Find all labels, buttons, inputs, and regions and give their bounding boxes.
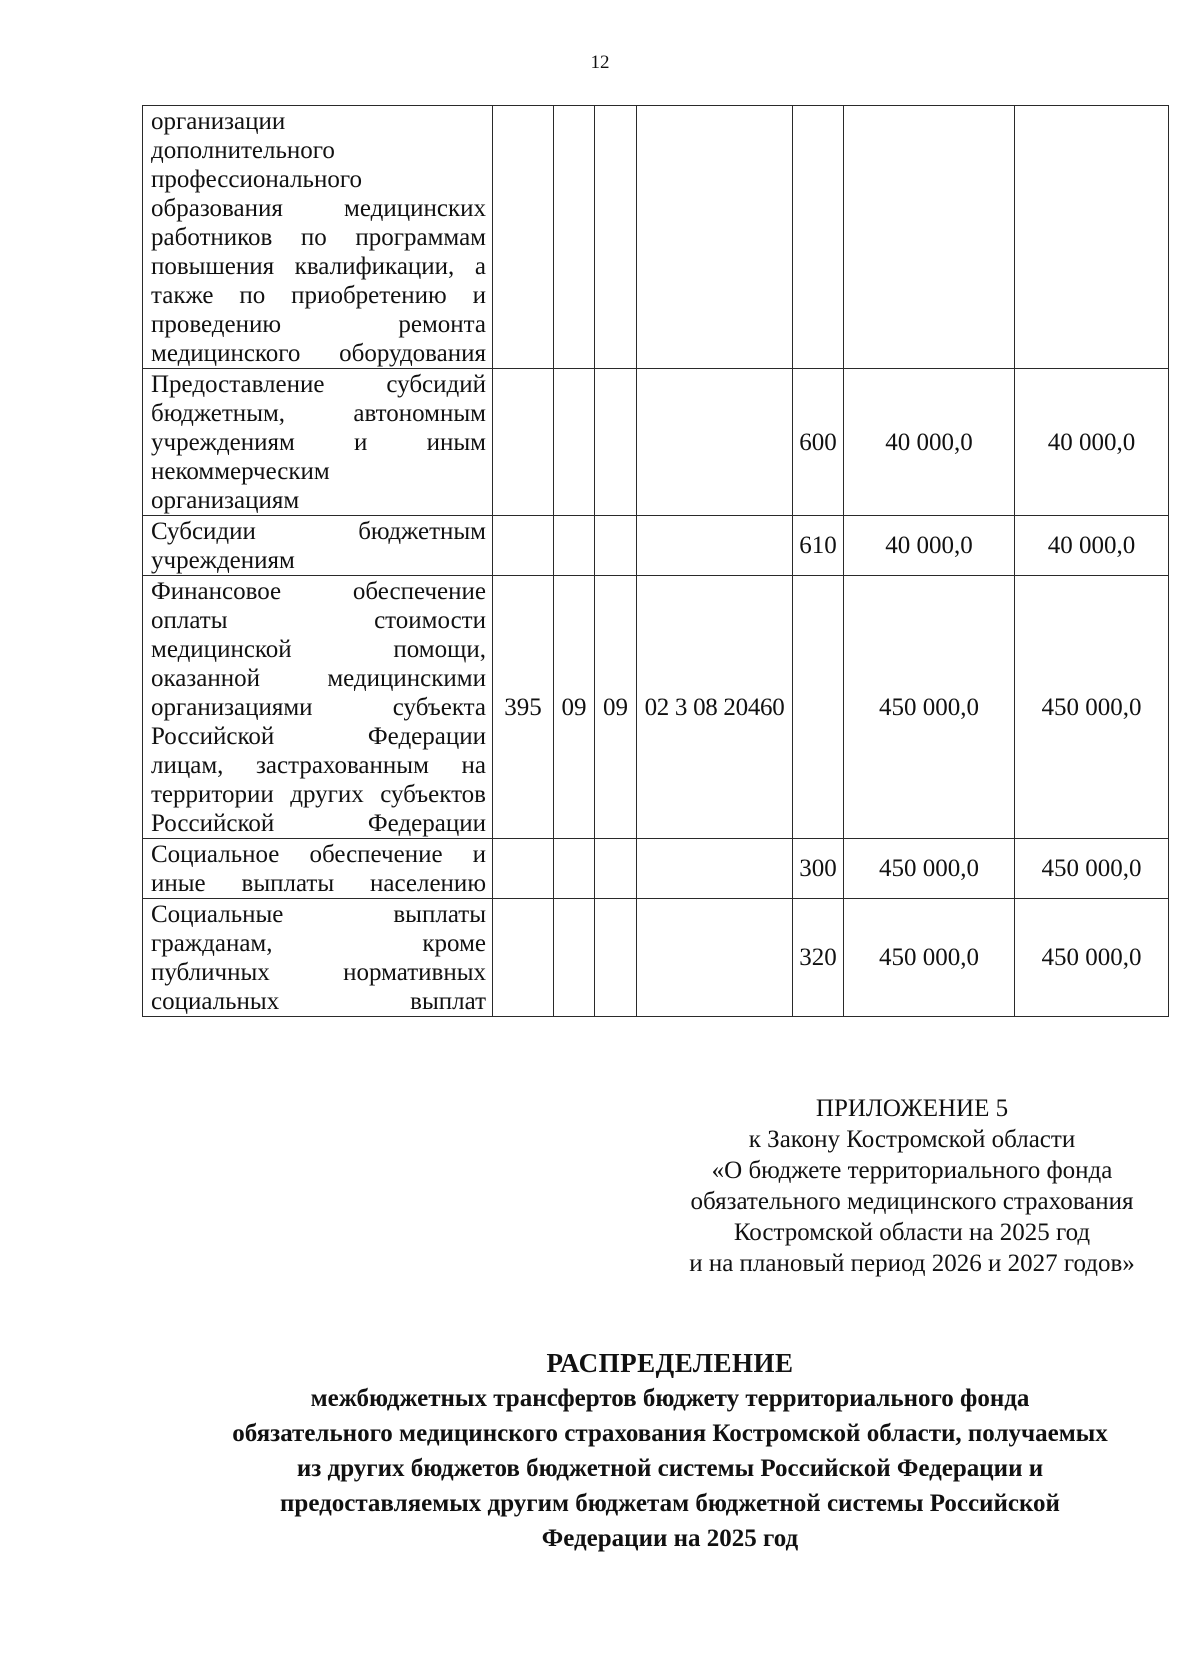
sum-2027-cell: 450 000,0 xyxy=(1015,576,1169,839)
description-line: оплаты стоимости xyxy=(151,607,486,634)
description-line: Субсидии бюджетным xyxy=(151,518,486,545)
vr-cell: 300 xyxy=(793,839,844,899)
sum-2026-cell: 450 000,0 xyxy=(844,576,1015,839)
row-description xyxy=(143,106,493,369)
csr-cell xyxy=(637,369,793,516)
description-line: повышения квалификации, а xyxy=(151,253,486,280)
description-line: работников по программам xyxy=(151,224,486,251)
pr-cell xyxy=(595,369,637,516)
csr-cell xyxy=(637,516,793,576)
table-row xyxy=(143,516,1169,576)
ved-cell xyxy=(493,839,554,899)
appendix-line: к Закону Костромской области xyxy=(748,1126,1076,1153)
description-line: Социальное обеспечение и xyxy=(151,841,486,868)
heading-line: предоставляемых другим бюджетам бюджетной системы Российской xyxy=(280,1490,1060,1517)
description-line: медицинской помощи, xyxy=(151,636,486,663)
document-heading xyxy=(140,1346,1200,1556)
pr-cell xyxy=(595,106,637,369)
row-description xyxy=(143,369,493,516)
vr-cell: 600 xyxy=(793,369,844,516)
description-line: оказанной медицинскими xyxy=(151,665,486,692)
pr-cell xyxy=(595,899,637,1017)
ved-cell xyxy=(493,369,554,516)
description-line: организациями субъекта xyxy=(151,694,486,721)
csr-cell xyxy=(637,899,793,1017)
description-line: лицам, застрахованным на xyxy=(151,752,486,779)
ved-cell xyxy=(493,899,554,1017)
rz-cell xyxy=(554,899,595,1017)
budget-table-body xyxy=(143,106,1169,1017)
csr-cell: 02 3 08 20460 xyxy=(637,576,793,839)
sum-2026-cell: 40 000,0 xyxy=(844,516,1015,576)
sum-2026-cell: 450 000,0 xyxy=(844,839,1015,899)
rz-cell xyxy=(554,839,595,899)
description-line: Предоставление субсидий xyxy=(151,371,486,398)
row-description xyxy=(143,516,493,576)
description-line: Российской Федерации xyxy=(151,810,486,837)
table-row xyxy=(143,369,1169,516)
description-line: гражданам, кроме xyxy=(151,930,486,957)
description-line: медицинского оборудования xyxy=(151,340,486,367)
vr-cell: 320 xyxy=(793,899,844,1017)
vr-cell xyxy=(793,106,844,369)
pr-cell xyxy=(595,839,637,899)
row-description xyxy=(143,899,493,1017)
appendix-line: «О бюджете территориального фонда xyxy=(711,1157,1113,1184)
description-line: некоммерческим xyxy=(151,458,330,485)
description-line: публичных нормативных xyxy=(151,959,486,986)
appendix-block xyxy=(632,1093,1192,1279)
pr-cell xyxy=(595,516,637,576)
rz-cell xyxy=(554,106,595,369)
description-line: бюджетным, автономным xyxy=(151,400,486,427)
description-line: образования медицинских xyxy=(151,195,486,222)
description-line: также по приобретению и xyxy=(151,282,486,309)
table-row xyxy=(143,839,1169,899)
appendix-line: обязательного медицинского страхования xyxy=(690,1188,1134,1215)
sum-2027-cell: 40 000,0 xyxy=(1015,516,1169,576)
description-line: территории других субъектов xyxy=(151,781,486,808)
description-line: учреждениям xyxy=(151,547,295,574)
csr-cell xyxy=(637,106,793,369)
description-line: Финансовое обеспечение xyxy=(151,578,486,605)
row-description xyxy=(143,839,493,899)
description-line: проведению ремонта xyxy=(151,311,486,338)
description-line: профессионального xyxy=(151,166,362,193)
sum-2027-cell: 450 000,0 xyxy=(1015,899,1169,1017)
ved-cell: 395 xyxy=(493,576,554,839)
ved-cell xyxy=(493,106,554,369)
description-line: учреждениям и иным xyxy=(151,429,486,456)
appendix-title: ПРИЛОЖЕНИЕ 5 xyxy=(815,1095,1009,1122)
heading-line: межбюджетных трансфертов бюджету территориального фонда xyxy=(310,1385,1030,1412)
sum-2027-cell xyxy=(1015,106,1169,369)
sum-2027-cell: 450 000,0 xyxy=(1015,839,1169,899)
budget-table xyxy=(142,105,1169,1017)
heading-title: РАСПРЕДЕЛЕНИЕ xyxy=(546,1348,794,1378)
description-line: иные выплаты населению xyxy=(151,870,486,897)
heading-line: обязательного медицинского страхования Костромской области, получаемых xyxy=(232,1420,1108,1447)
description-line: Российской Федерации xyxy=(151,723,486,750)
rz-cell: 09 xyxy=(554,576,595,839)
sum-2026-cell: 450 000,0 xyxy=(844,899,1015,1017)
appendix-line: Костромской области на 2025 год xyxy=(733,1219,1091,1246)
rz-cell xyxy=(554,369,595,516)
vr-cell xyxy=(793,576,844,839)
row-description xyxy=(143,576,493,839)
rz-cell xyxy=(554,516,595,576)
description-line: организациям xyxy=(151,487,300,514)
heading-line: Федерации на 2025 год xyxy=(541,1525,799,1552)
ved-cell xyxy=(493,516,554,576)
description-line: Социальные выплаты xyxy=(151,901,486,928)
sum-2027-cell: 40 000,0 xyxy=(1015,369,1169,516)
pr-cell: 09 xyxy=(595,576,637,839)
sum-2026-cell: 40 000,0 xyxy=(844,369,1015,516)
description-line: социальных выплат xyxy=(151,988,486,1015)
description-line: организации xyxy=(151,108,286,135)
heading-line: из других бюджетов бюджетной системы Российской Федерации и xyxy=(296,1455,1044,1482)
table-row xyxy=(143,576,1169,839)
appendix-line: и на плановый период 2026 и 2027 годов» xyxy=(689,1250,1135,1277)
description-line: дополнительного xyxy=(151,137,335,164)
vr-cell: 610 xyxy=(793,516,844,576)
table-row xyxy=(143,899,1169,1017)
csr-cell xyxy=(637,839,793,899)
page-number: 12 xyxy=(590,52,610,73)
sum-2026-cell xyxy=(844,106,1015,369)
table-row xyxy=(143,106,1169,369)
